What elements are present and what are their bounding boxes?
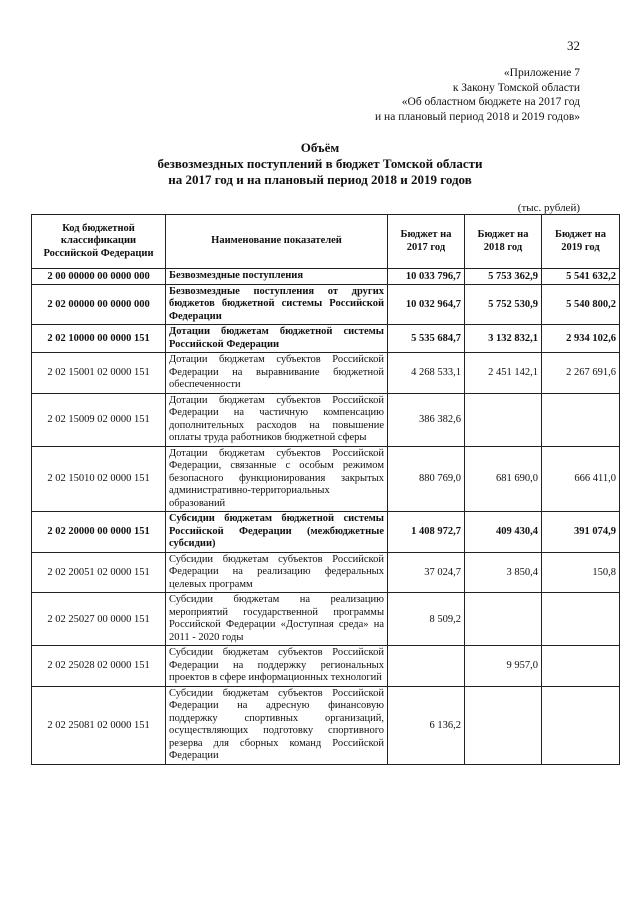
name-cell: Субсидии бюджетам субъектов Российской Федерации на поддержку региональных проектов в сфере информационных технологий: [166, 646, 388, 687]
value-2018-cell: 3 132 832,1: [465, 325, 542, 353]
value-2017-cell: 8 509,2: [388, 593, 465, 646]
header-2017: Бюджет на 2017 год: [388, 215, 465, 269]
value-2018-cell: 409 430,4: [465, 512, 542, 553]
value-2019-cell: [542, 686, 620, 764]
code-cell: 2 02 20000 00 0000 151: [32, 512, 166, 553]
value-2019-cell: [542, 593, 620, 646]
value-2017-cell: 5 535 684,7: [388, 325, 465, 353]
name-cell: Субсидии бюджетам субъектов Российской Федерации на реализацию федеральных целевых программ: [166, 552, 388, 593]
page-number: 32: [567, 38, 580, 53]
name-cell: Безвозмездные поступления от других бюджетов бюджетной системы Российской Федерации: [166, 284, 388, 325]
table-row: [32, 593, 620, 646]
code-cell: 2 02 00000 00 0000 000: [32, 284, 166, 325]
table-header-row: [32, 215, 620, 269]
code-cell: 2 02 15010 02 0000 151: [32, 446, 166, 512]
name-cell: Дотации бюджетам субъектов Российской Федерации, связанные с особым режимом безопасного функционирования закрытых административно-территориальных образований: [166, 446, 388, 512]
table-row: [32, 446, 620, 512]
name-cell: Дотации бюджетам субъектов Российской Федерации на выравнивание бюджетной обеспеченности: [166, 353, 388, 394]
value-2019-cell: 150,8: [542, 552, 620, 593]
table-row: [32, 552, 620, 593]
value-2019-cell: [542, 393, 620, 446]
name-cell: Субсидии бюджетам на реализацию мероприятий государственной программы Российской Федерации «Доступная среда» на 2011 - 2020 годы: [166, 593, 388, 646]
name-cell: Дотации бюджетам бюджетной системы Российской Федерации: [166, 325, 388, 353]
code-cell: 2 02 15001 02 0000 151: [32, 353, 166, 394]
title-line: на 2017 год и на плановый период 2018 и 2019 годов: [168, 172, 472, 187]
value-2019-cell: 5 541 632,2: [542, 269, 620, 285]
value-2017-cell: 10 032 964,7: [388, 284, 465, 325]
code-cell: 2 02 25028 02 0000 151: [32, 646, 166, 687]
value-2018-cell: 681 690,0: [465, 446, 542, 512]
appendix-header: [375, 66, 580, 124]
header-name: Наименование показателей: [166, 215, 388, 269]
header-2019: Бюджет на 2019 год: [542, 215, 620, 269]
value-2017-cell: [388, 646, 465, 687]
value-2017-cell: 1 408 972,7: [388, 512, 465, 553]
value-2019-cell: 2 934 102,6: [542, 325, 620, 353]
code-cell: 2 02 15009 02 0000 151: [32, 393, 166, 446]
value-2019-cell: [542, 646, 620, 687]
header-code: Код бюджетной классификации Российской Федерации: [32, 215, 166, 269]
table-row: [32, 269, 620, 285]
value-2018-cell: 5 753 362,9: [465, 269, 542, 285]
value-2018-cell: 9 957,0: [465, 646, 542, 687]
value-2019-cell: 666 411,0: [542, 446, 620, 512]
name-cell: Безвозмездные поступления: [166, 269, 388, 285]
code-cell: 2 02 10000 00 0000 151: [32, 325, 166, 353]
value-2018-cell: 2 451 142,1: [465, 353, 542, 394]
table-row: [32, 686, 620, 764]
title-line: Объём: [300, 140, 340, 155]
value-2017-cell: 4 268 533,1: [388, 353, 465, 394]
table-row: [32, 284, 620, 325]
value-2019-cell: 391 074,9: [542, 512, 620, 553]
value-2017-cell: 6 136,2: [388, 686, 465, 764]
header-2018: Бюджет на 2018 год: [465, 215, 542, 269]
table-row: [32, 325, 620, 353]
unit-label: (тыс. рублей): [517, 202, 580, 214]
code-cell: 2 02 25027 00 0000 151: [32, 593, 166, 646]
value-2018-cell: 3 850,4: [465, 552, 542, 593]
value-2018-cell: 5 752 530,9: [465, 284, 542, 325]
document-title: [0, 140, 640, 188]
value-2019-cell: 5 540 800,2: [542, 284, 620, 325]
table-row: [32, 646, 620, 687]
budget-table: [31, 214, 620, 765]
value-2017-cell: 880 769,0: [388, 446, 465, 512]
value-2019-cell: 2 267 691,6: [542, 353, 620, 394]
code-cell: 2 00 00000 00 0000 000: [32, 269, 166, 285]
name-cell: Субсидии бюджетам бюджетной системы Российской Федерации (межбюджетные субсидии): [166, 512, 388, 553]
code-cell: 2 02 20051 02 0000 151: [32, 552, 166, 593]
table-body: [32, 269, 620, 765]
value-2018-cell: [465, 393, 542, 446]
value-2017-cell: 386 382,6: [388, 393, 465, 446]
appendix-line: к Закону Томской области: [452, 81, 580, 94]
title-line: безвозмездных поступлений в бюджет Томской области: [157, 156, 483, 171]
table-row: [32, 353, 620, 394]
value-2018-cell: [465, 593, 542, 646]
table-row: [32, 393, 620, 446]
value-2018-cell: [465, 686, 542, 764]
appendix-line: «Приложение 7: [503, 67, 580, 79]
value-2017-cell: 37 024,7: [388, 552, 465, 593]
name-cell: Дотации бюджетам субъектов Российской Федерации на частичную компенсацию дополнительных расходов на повышение оплаты труда работников бюджетной сферы: [166, 393, 388, 446]
table-row: [32, 512, 620, 553]
name-cell: Субсидии бюджетам субъектов Российской Федерации на адресную финансовую поддержку спортивных организаций, осуществляющих подготовку спортивного резерва для сборных команд Российской Федерации: [166, 686, 388, 764]
appendix-line: «Об областном бюджете на 2017 год: [401, 96, 580, 108]
appendix-line: и на плановый период 2018 и 2019 годов»: [375, 110, 580, 123]
code-cell: 2 02 25081 02 0000 151: [32, 686, 166, 764]
value-2017-cell: 10 033 796,7: [388, 269, 465, 285]
